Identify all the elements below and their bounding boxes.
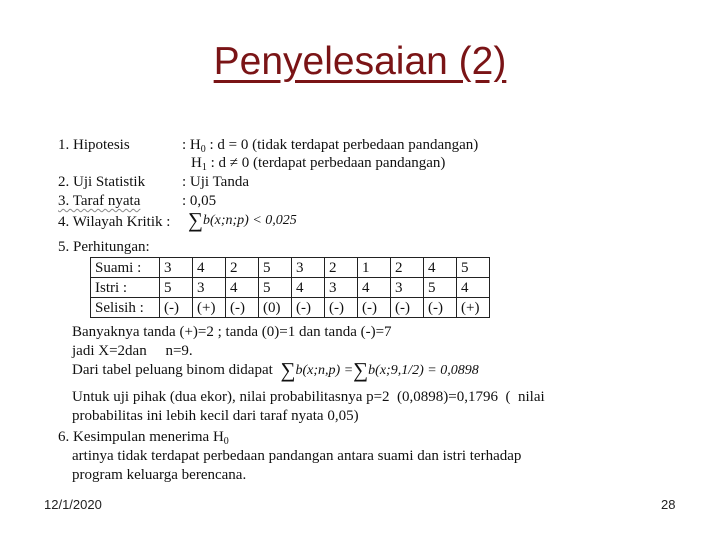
step-1-label: 1. Hipotesis — [58, 137, 130, 153]
footer-page-number: 28 — [661, 497, 676, 512]
sign-count-line: Banyaknya tanda (+)=2 ; tanda (0)=1 dan tanda (-)=7 — [72, 324, 392, 340]
binomial-table-text: Dari tabel peluang binom didapat — [72, 362, 273, 378]
h1-subscript: 1 — [201, 162, 207, 173]
step-2-value: : Uji Tanda — [182, 174, 249, 190]
conclusion-line-1: artinya tidak terdapat perbedaan pandangan antara suami dan istri terhadap — [72, 448, 522, 464]
table-cell: 4 — [358, 278, 391, 298]
h0-prefix: : H — [182, 137, 201, 153]
conclusion-line-2: program keluarga berencana. — [72, 467, 247, 483]
step-3-label: 3. Taraf nyata — [58, 193, 141, 209]
summation-symbol: ∑ — [188, 208, 203, 232]
binomial-formula-right: b(x;9,1/2) = 0,0898 — [368, 363, 479, 378]
conclusion-subscript: 0 — [223, 436, 229, 447]
table-cell: 4 — [226, 278, 259, 298]
table-row — [91, 278, 490, 298]
table-cell: 4 — [424, 258, 457, 278]
table-cell: 2 — [391, 258, 424, 278]
table-cell: 5 — [259, 258, 292, 278]
table-cell: (0) — [259, 298, 292, 318]
step-3-value: : 0,05 — [182, 193, 217, 209]
h0-subscript: 0 — [200, 144, 206, 155]
step-2-label: 2. Uji Statistik — [58, 174, 146, 190]
h1-prefix: H — [191, 155, 202, 171]
x-n-line: jadi X=2dan n=9. — [72, 343, 193, 359]
summation-symbol: ∑ — [280, 358, 296, 382]
step-4-label: 4. Wilayah Kritik : — [58, 214, 171, 230]
table-cell: (-) — [325, 298, 358, 318]
table-cell: 3 — [391, 278, 424, 298]
slide-title: Penyelesaian (2) — [213, 40, 507, 83]
table-cell: 4 — [292, 278, 325, 298]
table-cell: (+) — [457, 298, 490, 318]
table-row — [91, 258, 490, 278]
table-cell: 4 — [193, 258, 226, 278]
table-cell: 5 — [424, 278, 457, 298]
probability-note-line: probabilitas ini lebih kecil dari taraf nyata 0,05) — [72, 408, 359, 424]
binomial-table-line — [72, 358, 479, 382]
table-cell: 3 — [292, 258, 325, 278]
two-tailed-line: Untuk uji pihak (dua ekor), nilai probabilitasnya p=2 (0,0898)=0,1796 ( nilai — [72, 389, 545, 405]
binomial-formula-left: b(x;n,p) = — [295, 363, 354, 378]
table-cell: 4 — [457, 278, 490, 298]
critical-region-expression: b(x;n;p) < 0,025 — [202, 213, 297, 228]
row-header: Istri : — [91, 278, 160, 298]
row-header: Selisih : — [91, 298, 160, 318]
summation-symbol: ∑ — [353, 358, 369, 382]
table-cell: 2 — [226, 258, 259, 278]
sign-test-table — [90, 257, 490, 318]
critical-region-formula — [188, 208, 297, 232]
table-cell: 3 — [193, 278, 226, 298]
table-cell: 5 — [259, 278, 292, 298]
row-header: Suami : — [91, 258, 160, 278]
table-cell: (-) — [226, 298, 259, 318]
h1-text: : d ≠ 0 (terdapat perbedaan pandangan) — [210, 155, 446, 171]
table-cell: (-) — [391, 298, 424, 318]
table-cell: (-) — [292, 298, 325, 318]
table-row — [91, 298, 490, 318]
table-cell: 1 — [358, 258, 391, 278]
table-cell: (-) — [424, 298, 457, 318]
conclusion-label: 6. Kesimpulan menerima H — [58, 429, 224, 445]
h0-text: : d = 0 (tidak terdapat perbedaan pandangan) — [209, 137, 479, 153]
table-cell: 5 — [160, 278, 193, 298]
table-cell: 5 — [457, 258, 490, 278]
footer-date: 12/1/2020 — [44, 497, 102, 512]
table-cell: (-) — [358, 298, 391, 318]
step-5-label: 5. Perhitungan: — [58, 239, 150, 255]
table-cell: (-) — [160, 298, 193, 318]
table-cell: 3 — [325, 278, 358, 298]
table-cell: 3 — [160, 258, 193, 278]
table-cell: 2 — [325, 258, 358, 278]
binomial-formula — [280, 358, 479, 382]
table-cell: (+) — [193, 298, 226, 318]
